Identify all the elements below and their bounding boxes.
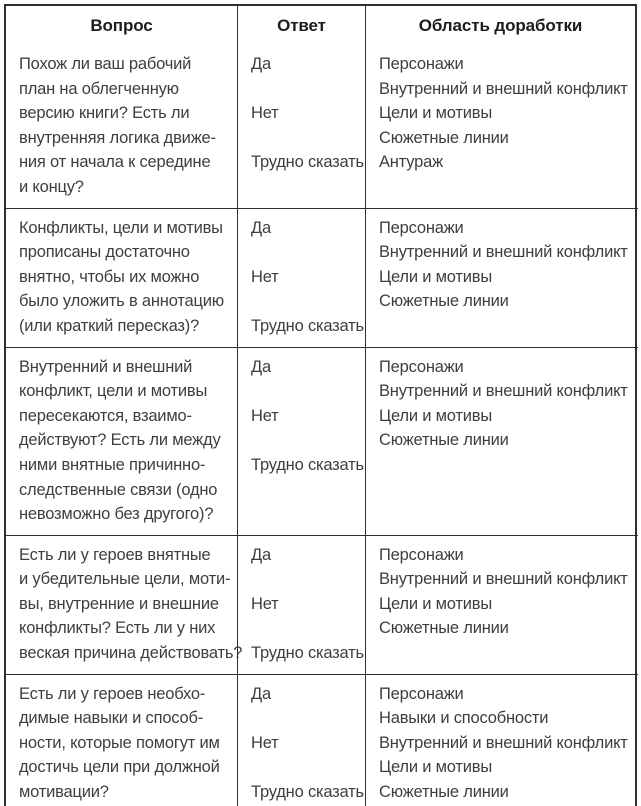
area-item: Персонажи: [379, 357, 464, 376]
areas-cell: [365, 208, 638, 347]
spacer-line: [251, 706, 355, 731]
answer-option: Нет: [251, 733, 279, 752]
answer-option: Да: [251, 357, 271, 376]
answer-option: Трудно сказать: [251, 783, 364, 802]
answer-option: Нет: [251, 104, 279, 123]
area-item: Цели и мотивы: [379, 758, 493, 777]
question-line: достичь цели при должной: [19, 758, 220, 777]
area-item: Сюжетные линии: [379, 619, 509, 638]
question-cell: [6, 535, 243, 674]
area-item: Персонажи: [379, 684, 464, 703]
area-item: Внутренний и внешний конфликт: [379, 243, 628, 262]
question-cell: [6, 674, 237, 806]
answer-option: Да: [251, 218, 271, 237]
question-line: Похож ли ваш рабочий: [19, 55, 192, 73]
question-line: и концу?: [19, 177, 84, 196]
area-item: Сюжетные линии: [379, 783, 509, 802]
spacer-line: [251, 77, 355, 102]
question-line: было уложить в аннотацию: [19, 292, 224, 311]
area-item: Цели и мотивы: [379, 104, 493, 123]
areas-cell: [365, 347, 638, 535]
answer-cell: [237, 535, 365, 674]
question-line: версию книги? Есть ли: [19, 104, 190, 123]
area-item: Внутренний и внешний конфликт: [379, 382, 628, 401]
answer-option: Нет: [251, 594, 279, 613]
areas-cell: [365, 674, 638, 806]
question-cell: [6, 45, 237, 208]
answer-option: Трудно сказать: [251, 153, 364, 172]
area-item: Персонажи: [379, 218, 464, 237]
area-item: Цели и мотивы: [379, 594, 493, 613]
question-line: Есть ли у героев внятные: [19, 545, 211, 564]
question-line: вы, внутренние и внешние: [19, 594, 219, 613]
question-line: (или краткий пересказ)?: [19, 316, 200, 335]
area-item: Сюжетные линии: [379, 128, 509, 147]
table-header-row: [6, 6, 635, 45]
question-line: конфликт, цели и мотивы: [19, 382, 208, 401]
question-cell: [6, 208, 237, 347]
area-item: Персонажи: [379, 55, 464, 73]
question-line: конфликты? Есть ли у них: [19, 619, 216, 638]
question-line: Есть ли у героев необхо-: [19, 684, 206, 703]
answer-cell: [237, 208, 365, 347]
area-item: Цели и мотивы: [379, 267, 493, 286]
answer-option: Трудно сказать: [251, 644, 364, 663]
table-row: [6, 535, 635, 674]
answer-option: Трудно сказать: [251, 316, 364, 335]
table-row: [6, 347, 635, 535]
answer-option: Нет: [251, 406, 279, 425]
question-line: мотивации?: [19, 783, 109, 802]
question-cell: [6, 347, 237, 535]
header-answer: Ответ: [237, 6, 365, 45]
spacer-line: [251, 567, 355, 592]
question-line: внятно, чтобы их можно: [19, 267, 200, 286]
question-line: прописаны достаточно: [19, 243, 190, 262]
area-item: Сюжетные линии: [379, 431, 509, 450]
question-line: план на облегченную: [19, 79, 179, 98]
question-line: ними внятные причинно-: [19, 455, 206, 474]
question-line: невозможно без другого)?: [19, 505, 214, 524]
question-line: Внутренний и внешний: [19, 357, 193, 376]
area-item: Внутренний и внешний конфликт: [379, 79, 628, 98]
area-item: Персонажи: [379, 545, 464, 564]
area-item: Антураж: [379, 153, 443, 172]
spacer-line: [251, 126, 355, 151]
question-line: ности, которые помогут им: [19, 733, 220, 752]
answer-cell: [237, 347, 365, 535]
question-line: димые навыки и способ-: [19, 709, 204, 728]
area-item: Сюжетные линии: [379, 292, 509, 311]
question-line: ния от начала к середине: [19, 153, 211, 172]
table-body: [6, 45, 635, 806]
areas-cell: [365, 535, 638, 674]
answer-option: Да: [251, 545, 271, 564]
question-line: и убедительные цели, моти-: [19, 570, 231, 589]
header-revision-area: Область доработки: [365, 6, 635, 45]
spacer-line: [251, 616, 355, 641]
spacer-line: [251, 379, 355, 404]
spacer-line: [251, 240, 355, 265]
answer-option: Да: [251, 55, 271, 73]
answer-option: Трудно сказать: [251, 455, 364, 474]
table-row: [6, 674, 635, 806]
area-item: Внутренний и внешний конфликт: [379, 570, 628, 589]
areas-cell: [365, 45, 638, 208]
question-line: внутренняя логика движе-: [19, 128, 216, 147]
answer-cell: [237, 674, 365, 806]
table-row: [6, 208, 635, 347]
spacer-line: [251, 755, 355, 780]
answer-option: Да: [251, 684, 271, 703]
question-line: пересекаются, взаимо-: [19, 406, 192, 425]
question-line: действуют? Есть ли между: [19, 431, 221, 450]
revision-checklist-table: [4, 4, 637, 806]
area-item: Цели и мотивы: [379, 406, 493, 425]
spacer-line: [251, 289, 355, 314]
question-line: следственные связи (одно: [19, 480, 218, 499]
header-question: Вопрос: [90, 15, 153, 35]
question-line: веская причина действовать?: [19, 644, 243, 663]
question-line: Конфликты, цели и мотивы: [19, 218, 223, 237]
area-item: Навыки и способности: [379, 709, 549, 728]
spacer-line: [251, 428, 355, 453]
answer-option: Нет: [251, 267, 279, 286]
area-item: Внутренний и внешний конфликт: [379, 733, 628, 752]
table-row: [6, 45, 635, 208]
answer-cell: [237, 45, 365, 208]
